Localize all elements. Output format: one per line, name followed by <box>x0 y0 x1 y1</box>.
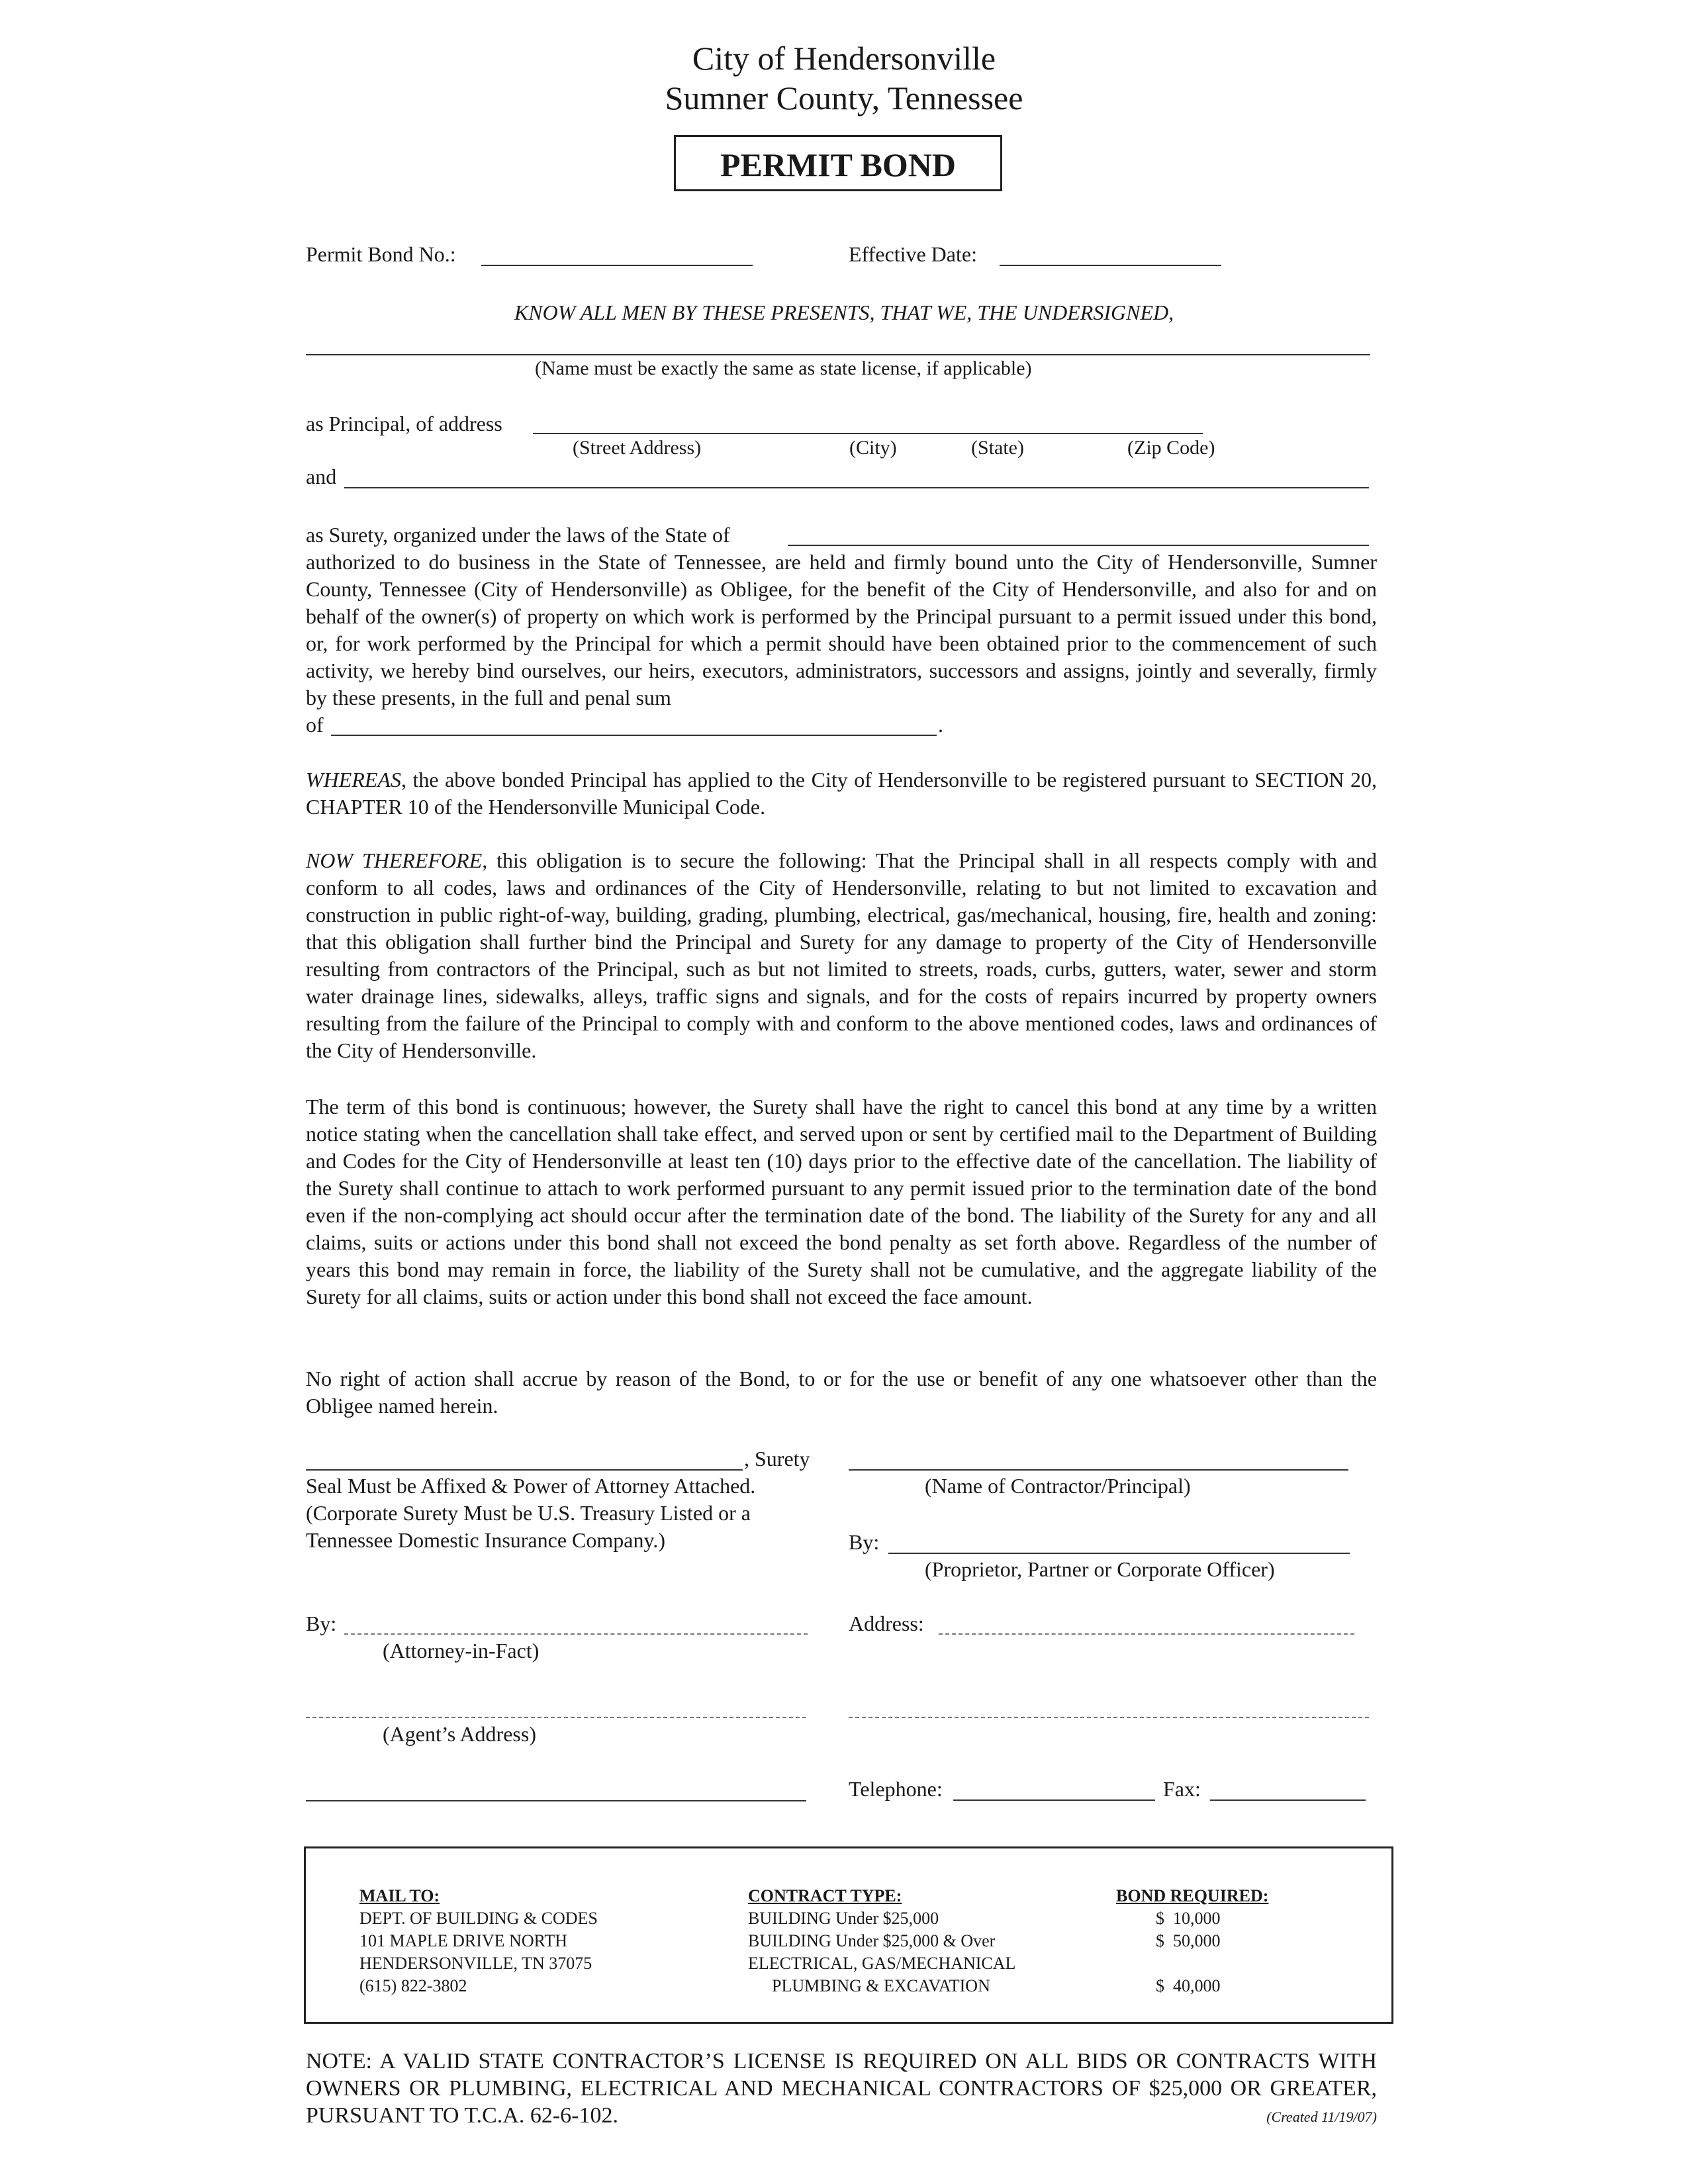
city-caption: (City) <box>849 437 897 459</box>
no-right-text: No right of action shall accrue by reason of the Bond, to or for the use or benefit of any one whatsoever other than the Obligee named herein. <box>306 1367 1377 1418</box>
penal-sum-period: . <box>938 713 943 737</box>
street-address-caption: (Street Address) <box>573 437 702 459</box>
now-therefore-paragraph <box>306 847 1377 1064</box>
mail-to-header: MAIL TO: <box>359 1886 440 1905</box>
mail-to-block <box>359 1885 598 1997</box>
no-right-paragraph <box>306 1365 1377 1420</box>
surety-suffix: , Surety <box>744 1447 810 1471</box>
contract-type-block <box>748 1885 1015 1997</box>
contractor-address-field[interactable] <box>939 1633 1354 1635</box>
whereas-lead: WHEREAS <box>306 768 401 792</box>
fax-field[interactable] <box>1210 1799 1366 1801</box>
surety-paragraph-text: authorized to do business in the State of Tennessee, are held and firmly bound unto the City of Hendersonville, Sumner County, Tennessee (City of Hendersonville) as Obligee, for the benefit of the City of Hendersonville, and also for and on behalf of the owner(s) of property on which work is performed by the Principal pursuant to a permit issued under this bond, or, for work performed by the Principal for which a permit should have been obtained prior to the commencement of such activity, we hereby bind ourselves, our heirs, executors, administrators, successors and assigns, jointly and severally, firmly by these presents, in the full and penal sum <box>306 550 1377 709</box>
mail-line: 101 MAPLE DRIVE NORTH <box>359 1931 568 1950</box>
mail-line: (615) 822-3802 <box>359 1976 467 1995</box>
surety-paragraph <box>306 549 1377 711</box>
fax-label: Fax: <box>1163 1777 1201 1801</box>
address-label: Address: <box>849 1612 924 1635</box>
state-caption: (State) <box>971 437 1024 459</box>
contract-line: PLUMBING & EXCAVATION <box>772 1976 990 1995</box>
agent-address-field-2[interactable] <box>306 1800 806 1801</box>
bond-line <box>1116 1952 1268 1975</box>
contract-line: BUILDING Under $25,000 <box>748 1909 939 1928</box>
whereas-paragraph <box>306 766 1377 821</box>
and-label: and <box>306 465 337 488</box>
bond-no-field[interactable] <box>481 265 753 266</box>
effective-date-field[interactable] <box>1000 265 1221 266</box>
bond-line: $ 40,000 <box>1156 1976 1221 1995</box>
penal-sum-field[interactable] <box>331 735 937 736</box>
bond-line: $ 10,000 <box>1156 1909 1221 1928</box>
seal-line-1: Seal Must be Affixed & Power of Attorney Attached. <box>306 1474 756 1498</box>
attorney-signature-field[interactable] <box>344 1633 808 1635</box>
bond-line: $ 50,000 <box>1156 1931 1221 1950</box>
principal-name-field[interactable] <box>306 354 1370 355</box>
mail-line: HENDERSONVILLE, TN 37075 <box>359 1954 592 1973</box>
bond-required-header: BOND REQUIRED: <box>1116 1886 1269 1905</box>
term-paragraph-text: The term of this bond is continuous; however, the Surety shall have the right to cancel this bond at any time by a written notice stating when the cancellation shall take effect, and served upon or sent by certified mail to the Department of Building and Codes for the City of Hendersonville at least ten (10) days prior to the effective date of the cancellation. The liability of the Surety shall continue to attach to work performed pursuant to any permit issued prior to the termination date of the bond even if the non-complying act should occur after the termination date of the bond. The liability of the Surety for any and all claims, suits or actions under this bond shall not exceed the bond penalty as set forth above. Regardless of the number of years this bond may remain in force, the liability of the Surety shall not be cumulative, and the aggregate liability of the Surety for all claims, suits or action under this bond shall not exceed the face amount. <box>306 1095 1377 1308</box>
license-note: NOTE: A VALID STATE CONTRACTOR’S LICENSE IS REQUIRED ON ALL BIDS OR CONTRACTS WITH OWNERS OR PLUMBING, ELECTRICAL AND MECHANICAL CONTRACTORS OF $25,000 OR GREATER, PURSUANT TO T.C.A. 62-6-102. <box>306 2049 1377 2128</box>
city-title: City of Hendersonville <box>692 40 996 77</box>
contract-type-header: CONTRACT TYPE: <box>748 1886 902 1905</box>
principal-address-label: as Principal, of address <box>306 412 502 435</box>
penal-sum-of-label: of <box>306 713 324 737</box>
bond-required-block <box>1116 1885 1268 1997</box>
surety-state-label: as Surety, organized under the laws of the State of <box>306 523 730 547</box>
telephone-label: Telephone: <box>849 1777 943 1801</box>
now-therefore-text: , this obligation is to secure the following: That the Principal shall in all respects comply with and conform to all codes, laws and ordinances of the City of Hendersonville, relating to but not limited to excavation and construction in public right-of-way, building, grading, plumbing, electrical, gas/mechanical, housing, fire, health and zoning: that this obligation shall further bind the Principal and Surety for any damage to property of the City of Hendersonville resulting from contractors of the Principal, such as but not limited to streets, roads, curbs, gutters, water, sewer and storm water drainage lines, sidewalks, alleys, traffic signs and signals, and for the costs of repairs incurred by property owners resulting from the failure of the Principal to comply with and conform to the above mentioned codes, laws and ordinances of the City of Hendersonville. <box>306 848 1378 1062</box>
contractor-caption: (Name of Contractor/Principal) <box>925 1474 1191 1498</box>
mail-line: DEPT. OF BUILDING & CODES <box>359 1909 598 1928</box>
effective-date-label: Effective Date: <box>849 242 977 266</box>
by-left-label: By: <box>306 1612 337 1635</box>
telephone-field[interactable] <box>953 1799 1155 1801</box>
now-therefore-lead: NOW THEREFORE <box>306 848 483 872</box>
name-note: (Name must be exactly the same as state license, if applicable) <box>535 357 1032 379</box>
surety-signature-field[interactable] <box>306 1469 743 1471</box>
agent-address-field[interactable] <box>306 1717 806 1718</box>
bond-no-label: Permit Bond No.: <box>306 242 456 266</box>
county-title: Sumner County, Tennessee <box>665 79 1023 116</box>
seal-line-2: (Corporate Surety Must be U.S. Treasury Listed or a <box>306 1501 751 1525</box>
agent-address-caption: (Agent’s Address) <box>383 1722 536 1746</box>
surety-state-field[interactable] <box>788 545 1369 546</box>
proprietor-signature-field[interactable] <box>888 1553 1350 1554</box>
permit-bond-title: PERMIT BOND <box>674 135 1002 191</box>
know-all-men-heading: KNOW ALL MEN BY THESE PRESENTS, THAT WE, THE UNDERSIGNED, <box>514 300 1174 324</box>
seal-line-3: Tennessee Domestic Insurance Company.) <box>306 1528 666 1552</box>
attorney-caption: (Attorney-in-Fact) <box>383 1639 539 1662</box>
created-date: (Created 11/19/07) <box>1266 2109 1377 2125</box>
proprietor-caption: (Proprietor, Partner or Corporate Officer) <box>925 1557 1275 1581</box>
contractor-address-field-2[interactable] <box>849 1717 1369 1718</box>
by-right-label: By: <box>849 1530 880 1554</box>
principal-address-field[interactable] <box>533 433 1203 434</box>
whereas-text: , the above bonded Principal has applied to the City of Hendersonville to be registered pursuant to SECTION 20, CHAPTER 10 of the Hendersonville Municipal Code. <box>306 768 1377 819</box>
contract-line: ELECTRICAL, GAS/MECHANICAL <box>748 1954 1016 1973</box>
contract-line: BUILDING Under $25,000 & Over <box>748 1931 996 1950</box>
contractor-name-field[interactable] <box>849 1469 1348 1471</box>
surety-name-field[interactable] <box>344 487 1369 488</box>
term-paragraph <box>306 1093 1377 1310</box>
zip-caption: (Zip Code) <box>1127 437 1215 459</box>
